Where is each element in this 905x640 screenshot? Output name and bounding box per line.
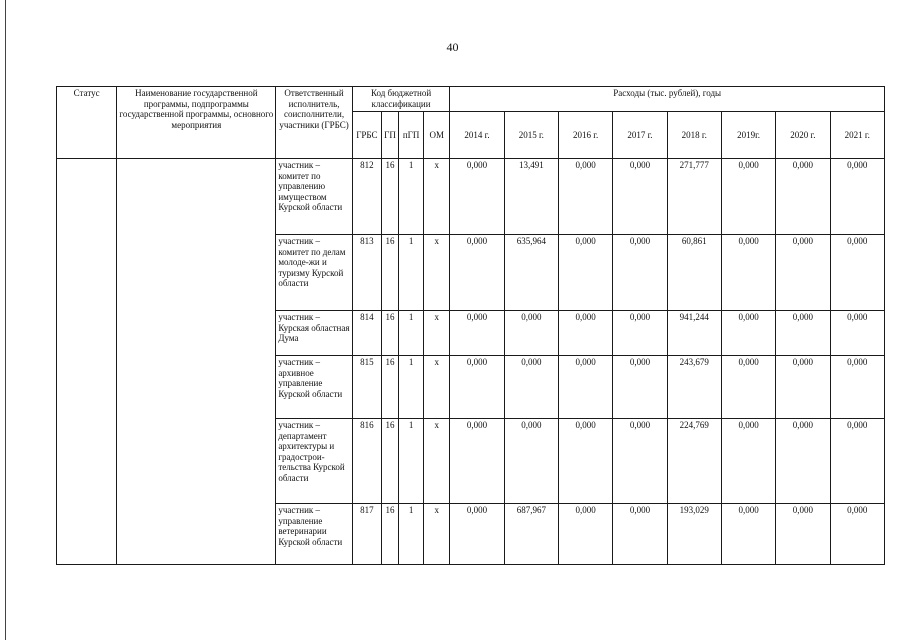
header-row-top bbox=[57, 87, 885, 112]
value-2015: 0,000 bbox=[504, 356, 558, 419]
value-2020: 0,000 bbox=[776, 311, 830, 356]
header-expenses: Расходы (тыс. рублей), годы bbox=[450, 87, 885, 112]
value-2019: 0,000 bbox=[721, 356, 775, 419]
header-budget-code: Код бюджетной классификации bbox=[352, 87, 450, 112]
value-2021: 0,000 bbox=[830, 419, 884, 504]
value-2019: 0,000 bbox=[721, 504, 775, 565]
grbs-cell: 812 bbox=[352, 159, 381, 235]
value-2020: 0,000 bbox=[776, 235, 830, 311]
value-2014: 0,000 bbox=[450, 419, 504, 504]
value-2021: 0,000 bbox=[830, 159, 884, 235]
gp-cell: 16 bbox=[381, 356, 398, 419]
executor-cell: участник – комитет по делам молоде-жи и туризму Курской области bbox=[276, 235, 352, 311]
pgp-cell: 1 bbox=[399, 419, 424, 504]
value-2014: 0,000 bbox=[450, 159, 504, 235]
page-number: 40 bbox=[446, 40, 459, 54]
value-2016: 0,000 bbox=[558, 356, 612, 419]
header-year-2017: 2017 г. bbox=[613, 112, 667, 159]
executor-cell: участник – управление ветеринарии Курской области bbox=[276, 504, 352, 565]
value-2017: 0,000 bbox=[613, 311, 667, 356]
header-year-2020: 2020 г. bbox=[776, 112, 830, 159]
header-executor: Ответственный исполнитель, соисполнители, участники (ГРБС) bbox=[276, 87, 352, 159]
pgp-cell: 1 bbox=[399, 235, 424, 311]
om-cell: х bbox=[424, 504, 450, 565]
header-grbs: ГРБС bbox=[352, 112, 381, 159]
om-cell: х bbox=[424, 311, 450, 356]
value-2014: 0,000 bbox=[450, 235, 504, 311]
pgp-cell: 1 bbox=[399, 311, 424, 356]
value-2015: 687,967 bbox=[504, 504, 558, 565]
value-2016: 0,000 bbox=[558, 419, 612, 504]
value-2017: 0,000 bbox=[613, 235, 667, 311]
value-2020: 0,000 bbox=[776, 419, 830, 504]
header-year-2015: 2015 г. bbox=[504, 112, 558, 159]
value-2017: 0,000 bbox=[613, 504, 667, 565]
gp-cell: 16 bbox=[381, 159, 398, 235]
value-2019: 0,000 bbox=[721, 235, 775, 311]
gp-cell: 16 bbox=[381, 504, 398, 565]
gp-cell: 16 bbox=[381, 235, 398, 311]
value-2015: 0,000 bbox=[504, 419, 558, 504]
value-2021: 0,000 bbox=[830, 235, 884, 311]
header-program-name: Наименование государственной программы, подпрограммы государственной программы, основного мероприятия bbox=[117, 87, 276, 159]
value-2016: 0,000 bbox=[558, 504, 612, 565]
header-om: ОМ bbox=[424, 112, 450, 159]
header-year-2014: 2014 г. bbox=[450, 112, 504, 159]
value-2015: 13,491 bbox=[504, 159, 558, 235]
executor-cell: участник – Курская областная Дума bbox=[276, 311, 352, 356]
om-cell: х bbox=[424, 159, 450, 235]
value-2018: 243,679 bbox=[667, 356, 721, 419]
value-2014: 0,000 bbox=[450, 356, 504, 419]
header-pgp: пГП bbox=[399, 112, 424, 159]
header-year-2016: 2016 г. bbox=[558, 112, 612, 159]
gp-cell: 16 bbox=[381, 311, 398, 356]
grbs-cell: 813 bbox=[352, 235, 381, 311]
grbs-cell: 817 bbox=[352, 504, 381, 565]
program-name-cell bbox=[117, 159, 276, 565]
value-2017: 0,000 bbox=[613, 419, 667, 504]
pgp-cell: 1 bbox=[399, 159, 424, 235]
value-2016: 0,000 bbox=[558, 235, 612, 311]
value-2014: 0,000 bbox=[450, 504, 504, 565]
header-gp: ГП bbox=[381, 112, 398, 159]
status-cell bbox=[57, 159, 117, 565]
value-2019: 0,000 bbox=[721, 419, 775, 504]
value-2016: 0,000 bbox=[558, 311, 612, 356]
value-2021: 0,000 bbox=[830, 311, 884, 356]
gp-cell: 16 bbox=[381, 419, 398, 504]
om-cell: х bbox=[424, 356, 450, 419]
value-2016: 0,000 bbox=[558, 159, 612, 235]
value-2020: 0,000 bbox=[776, 159, 830, 235]
value-2015: 635,964 bbox=[504, 235, 558, 311]
value-2021: 0,000 bbox=[830, 504, 884, 565]
grbs-cell: 815 bbox=[352, 356, 381, 419]
om-cell: х bbox=[424, 235, 450, 311]
value-2017: 0,000 bbox=[613, 356, 667, 419]
header-status: Статус bbox=[57, 87, 117, 159]
scan-edge-line bbox=[5, 0, 6, 640]
pgp-cell: 1 bbox=[399, 356, 424, 419]
value-2019: 0,000 bbox=[721, 311, 775, 356]
header-year-2019: 2019г. bbox=[721, 112, 775, 159]
budget-table bbox=[56, 86, 885, 565]
value-2018: 271,777 bbox=[667, 159, 721, 235]
value-2015: 0,000 bbox=[504, 311, 558, 356]
value-2019: 0,000 bbox=[721, 159, 775, 235]
value-2018: 193,029 bbox=[667, 504, 721, 565]
header-year-2018: 2018 г. bbox=[667, 112, 721, 159]
value-2018: 224,769 bbox=[667, 419, 721, 504]
executor-cell: участник – архивное управление Курской области bbox=[276, 356, 352, 419]
executor-cell: участник – департамент архитектуры и градострои-тельства Курской области bbox=[276, 419, 352, 504]
pgp-cell: 1 bbox=[399, 504, 424, 565]
grbs-cell: 814 bbox=[352, 311, 381, 356]
value-2014: 0,000 bbox=[450, 311, 504, 356]
value-2020: 0,000 bbox=[776, 356, 830, 419]
value-2018: 941,244 bbox=[667, 311, 721, 356]
value-2017: 0,000 bbox=[613, 159, 667, 235]
table-row bbox=[57, 159, 885, 235]
value-2020: 0,000 bbox=[776, 504, 830, 565]
om-cell: х bbox=[424, 419, 450, 504]
header-year-2021: 2021 г. bbox=[830, 112, 884, 159]
executor-cell: участник – комитет по управлению имуществом Курской области bbox=[276, 159, 352, 235]
value-2018: 60,861 bbox=[667, 235, 721, 311]
grbs-cell: 816 bbox=[352, 419, 381, 504]
value-2021: 0,000 bbox=[830, 356, 884, 419]
